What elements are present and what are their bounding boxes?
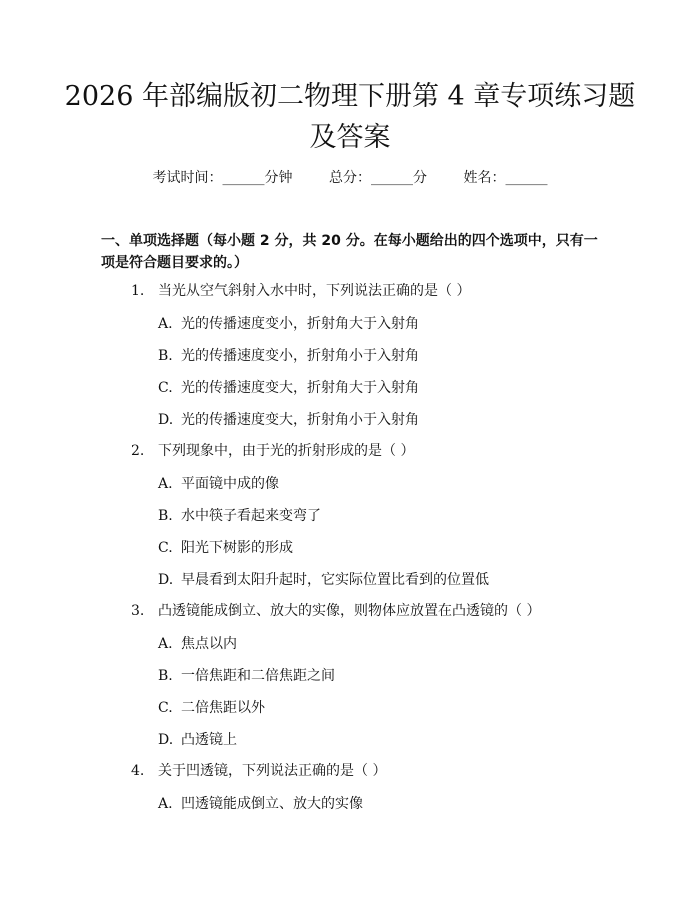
option-letter: D. xyxy=(158,572,174,588)
option-text: 光的传播速度变大，折射角大于入射角 xyxy=(181,380,419,396)
question-text: 凸透镜能成倒立、放大的实像，则物体应放置在凸透镜的（ ） xyxy=(158,603,541,619)
option-text: 凸透镜上 xyxy=(181,732,237,748)
option-text: 阳光下树影的形成 xyxy=(181,540,293,556)
question-3-option-d xyxy=(158,730,237,750)
option-letter: B. xyxy=(158,348,173,364)
option-text: 凹透镜能成倒立、放大的实像 xyxy=(181,796,363,812)
question-2-option-a xyxy=(158,474,279,494)
exam-info xyxy=(0,168,700,188)
question-text: 下列现象中，由于光的折射形成的是（ ） xyxy=(158,443,415,459)
option-text: 平面镜中成的像 xyxy=(181,476,279,492)
question-4-option-a xyxy=(158,794,363,814)
question-1-option-a xyxy=(158,314,419,334)
section-heading: 一、单项选择题（每小题 2 分，共 20 分。在每小题给出的四个选项中，只有一项是符合题目要求的。） xyxy=(101,233,598,271)
option-letter: A. xyxy=(158,636,173,652)
option-text: 一倍焦距和二倍焦距之间 xyxy=(181,668,335,684)
total-score-field: 总分：______分 xyxy=(329,170,427,186)
option-text: 二倍焦距以外 xyxy=(181,700,265,716)
option-text: 焦点以内 xyxy=(181,636,237,652)
question-text: 关于凹透镜，下列说法正确的是（ ） xyxy=(158,763,387,779)
student-name-field: 姓名：______ xyxy=(463,170,548,186)
option-text: 光的传播速度变大，折射角小于入射角 xyxy=(181,412,419,428)
question-text: 当光从空气斜射入水中时，下列说法正确的是（ ） xyxy=(158,283,471,299)
option-letter: A. xyxy=(158,316,173,332)
option-text: 光的传播速度变小，折射角大于入射角 xyxy=(181,316,419,332)
question-4 xyxy=(131,761,386,781)
option-letter: A. xyxy=(158,476,173,492)
question-1-option-c xyxy=(158,378,419,398)
question-1-option-d xyxy=(158,410,419,430)
option-letter: B. xyxy=(158,668,173,684)
question-number: 4. xyxy=(131,763,145,779)
question-2 xyxy=(131,441,414,461)
option-text: 早晨看到太阳升起时，它实际位置比看到的位置低 xyxy=(181,572,489,588)
question-number: 1. xyxy=(131,283,145,299)
question-3-option-c xyxy=(158,698,265,718)
option-letter: C. xyxy=(158,700,173,716)
option-letter: D. xyxy=(158,412,174,428)
option-letter: C. xyxy=(158,540,173,556)
exam-time-field: 考试时间：______分钟 xyxy=(152,170,293,186)
option-letter: A. xyxy=(158,796,173,812)
question-3-option-a xyxy=(158,634,237,654)
question-3-option-b xyxy=(158,666,335,686)
question-number: 2. xyxy=(131,443,145,459)
question-1 xyxy=(131,281,470,301)
option-letter: C. xyxy=(158,380,173,396)
option-letter: B. xyxy=(158,508,173,524)
question-1-option-b xyxy=(158,346,419,366)
question-2-option-c xyxy=(158,538,293,558)
option-text: 水中筷子看起来变弯了 xyxy=(181,508,321,524)
document-title: 2026 年部编版初二物理下册第 4 章专项练习题及答案 xyxy=(64,81,636,153)
question-2-option-d xyxy=(158,570,489,590)
question-number: 3. xyxy=(131,603,145,619)
question-2-option-b xyxy=(158,506,321,526)
option-letter: D. xyxy=(158,732,174,748)
question-3 xyxy=(131,601,540,621)
option-text: 光的传播速度变小，折射角小于入射角 xyxy=(181,348,419,364)
